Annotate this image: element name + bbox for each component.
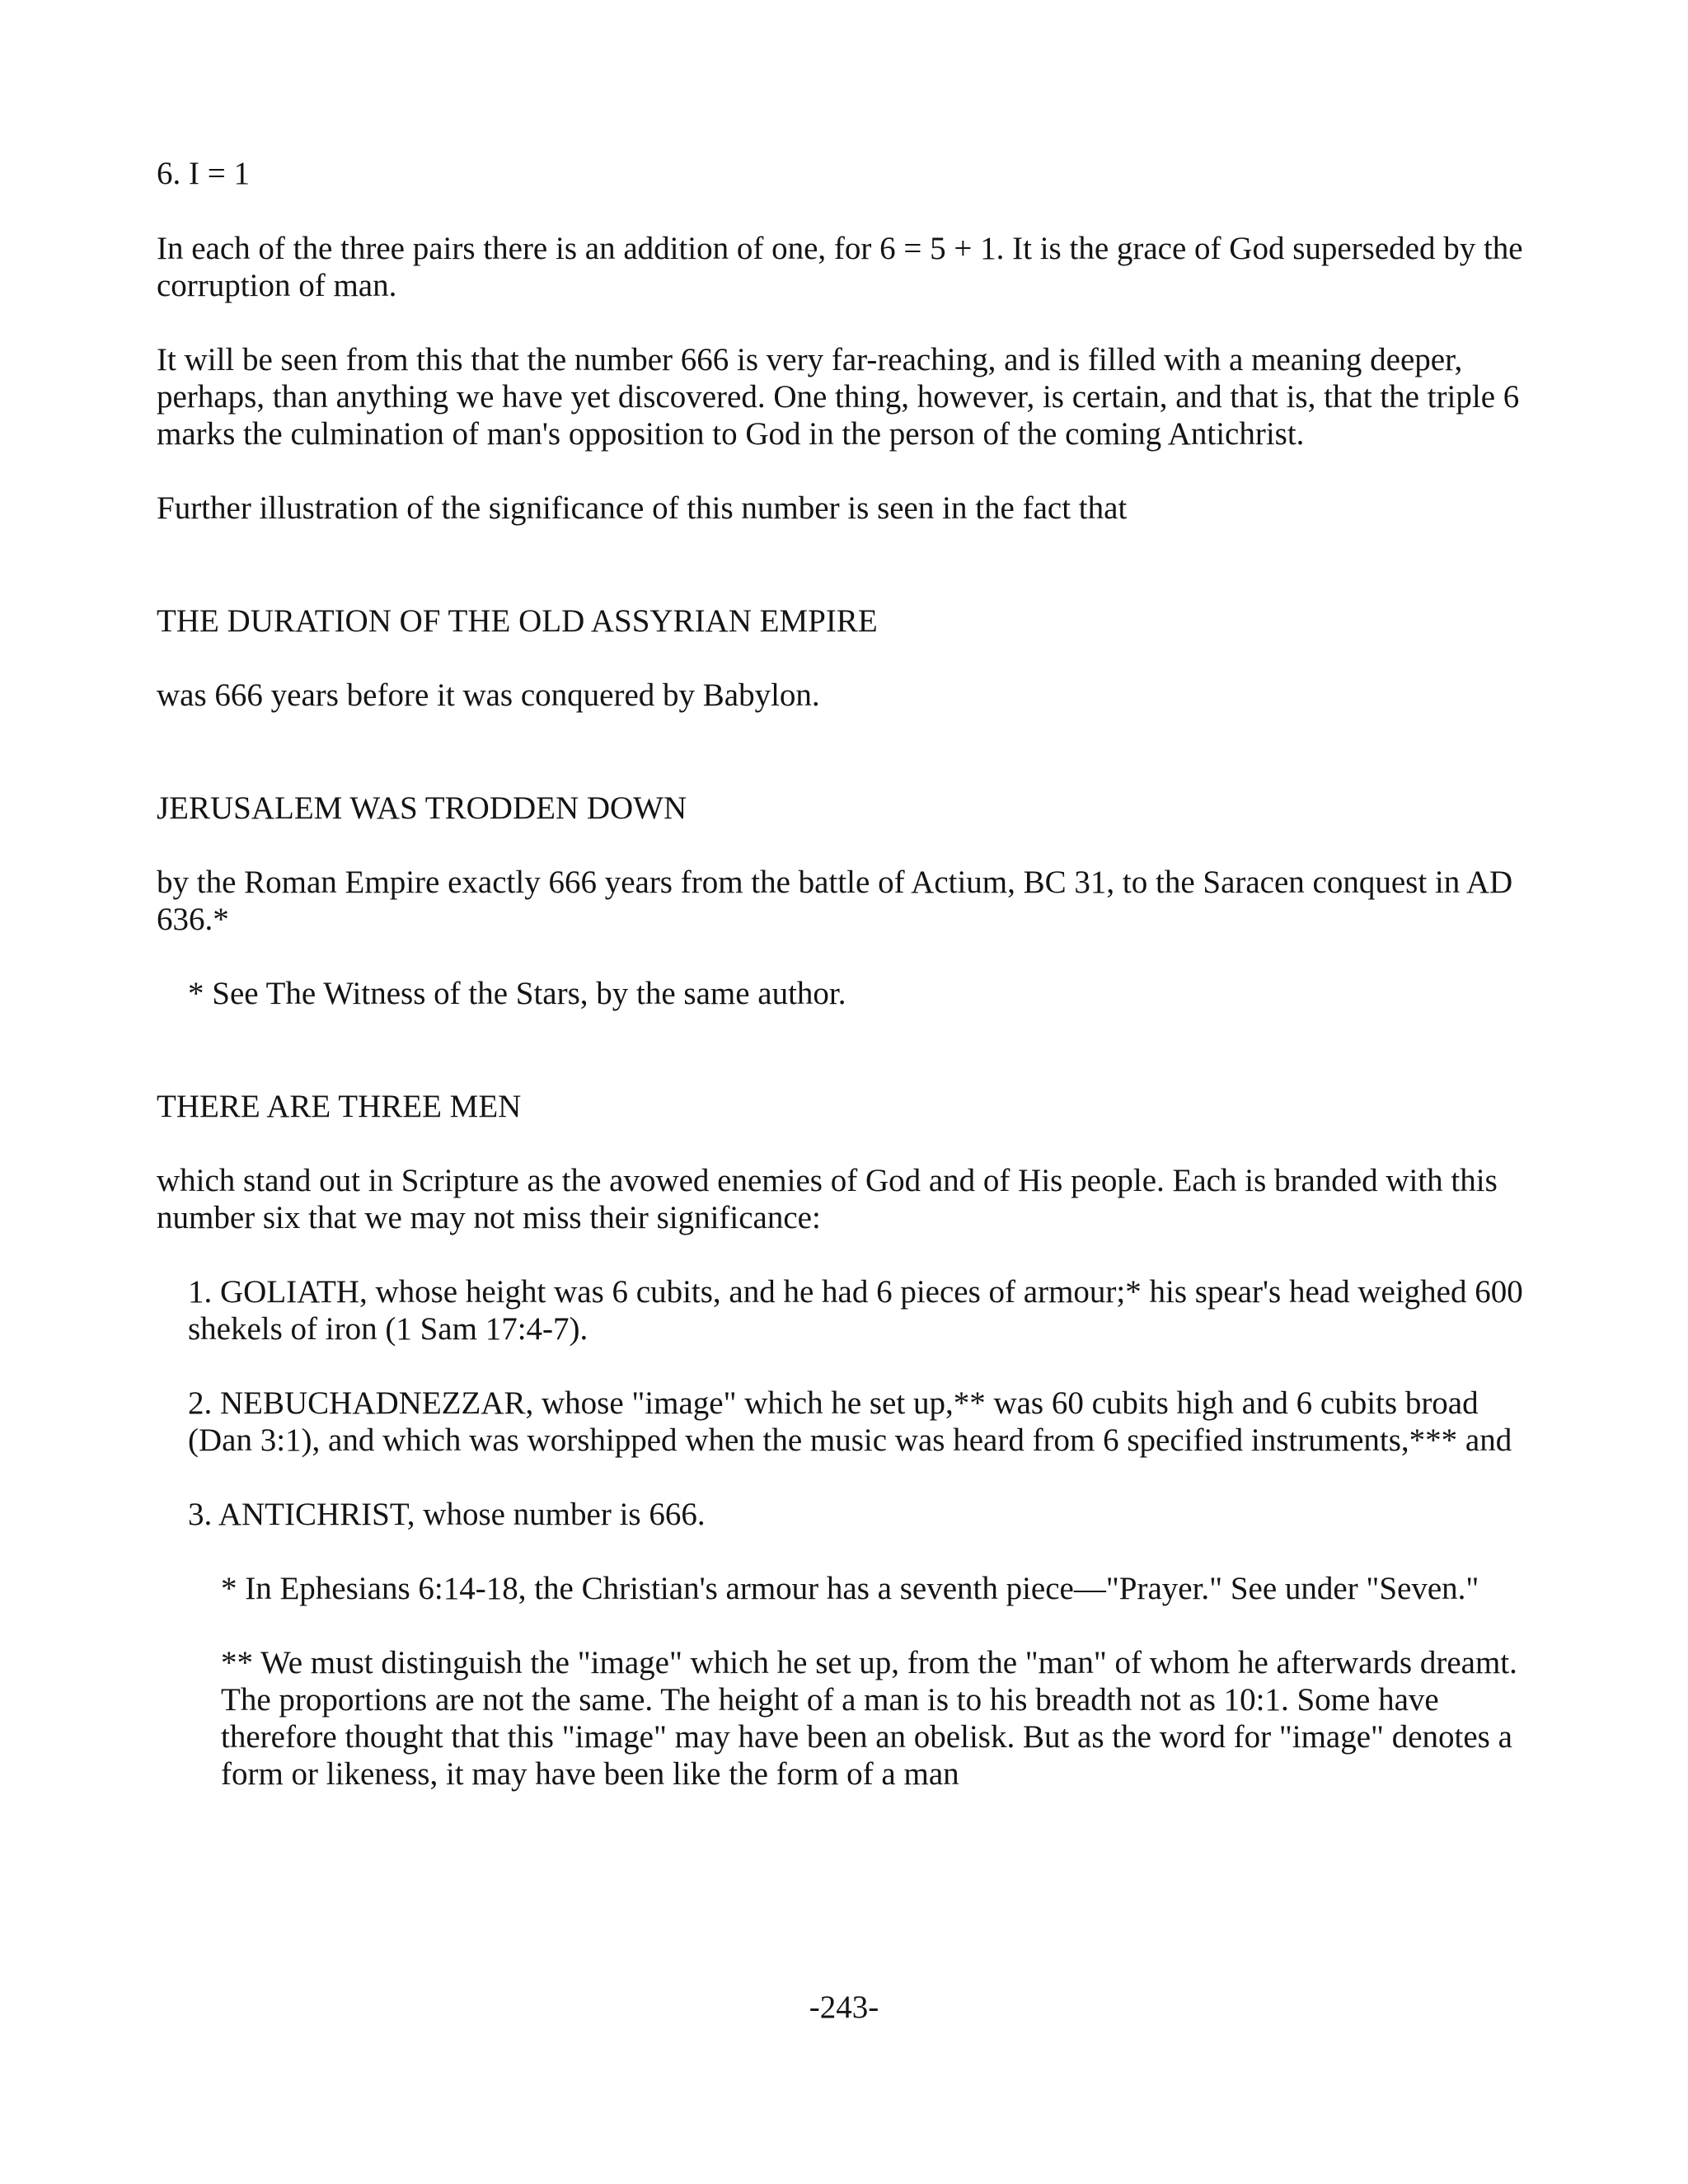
heading-three-men: THERE ARE THREE MEN — [157, 1089, 522, 1124]
list-item-nebuchadnezzar: 2. NEBUCHADNEZZAR, whose "image" which he set up,** was 60 cubits high and 6 cubits broad (Dan 3:1), and which was worshipped when the music was heard from 6 specified instruments,*** and — [188, 1385, 1512, 1458]
paragraph-roman-empire: by the Roman Empire exactly 666 years from the battle of Actium, BC 31, to the Saracen conquest in AD 636.* — [157, 865, 1513, 937]
list-item-goliath: 1. GOLIATH, whose height was 6 cubits, and he had 6 pieces of armour;* his spear's head weighed 600 shekels of iron (1 Sam 17:4-7). — [188, 1274, 1523, 1347]
paragraph-enemies: which stand out in Scripture as the avowed enemies of God and of His people. Each is branded with this number six that we may not miss their significance: — [157, 1163, 1498, 1235]
footnote-ephesians: * In Ephesians 6:14-18, the Christian's armour has a seventh piece—"Prayer." See under "Seven." — [221, 1571, 1479, 1606]
list-item-antichrist: 3. ANTICHRIST, whose number is 666. — [188, 1497, 706, 1532]
paragraph-grace: In each of the three pairs there is an addition of one, for 6 = 5 + 1. It is the grace of God superseded by the corruption of man. — [157, 231, 1523, 303]
equation-line: 6. I = 1 — [157, 156, 250, 191]
page-number: -243- — [809, 1990, 879, 2025]
heading-jerusalem: JERUSALEM WAS TRODDEN DOWN — [157, 790, 687, 826]
footnote-witness-of-stars: * See The Witness of the Stars, by the same author. — [188, 976, 846, 1011]
paragraph-babylon: was 666 years before it was conquered by Babylon. — [157, 677, 820, 713]
heading-assyrian-empire: THE DURATION OF THE OLD ASSYRIAN EMPIRE — [157, 603, 878, 639]
footnote-image: ** We must distinguish the "image" which he set up, from the "man" of whom he afterwards dreamt. The proportions are not the same. The height of a man is to his breadth not as 10:1. Some have therefore thought that this "image" may have been an obelisk. But as the word for "image" denotes a form or likeness, it may have been like the form of a man — [221, 1645, 1517, 1792]
paragraph-666-meaning: It will be seen from this that the number 666 is very far-reaching, and is filled with a meaning deeper, perhaps, than anything we have yet discovered. One thing, however, is certain, and that is, that the triple 6 marks the culmination of man's opposition to God in the person of the coming Antichrist. — [157, 342, 1520, 452]
page-body — [157, 155, 1541, 1793]
paragraph-further-illustration: Further illustration of the significance of this number is seen in the fact that — [157, 490, 1128, 526]
